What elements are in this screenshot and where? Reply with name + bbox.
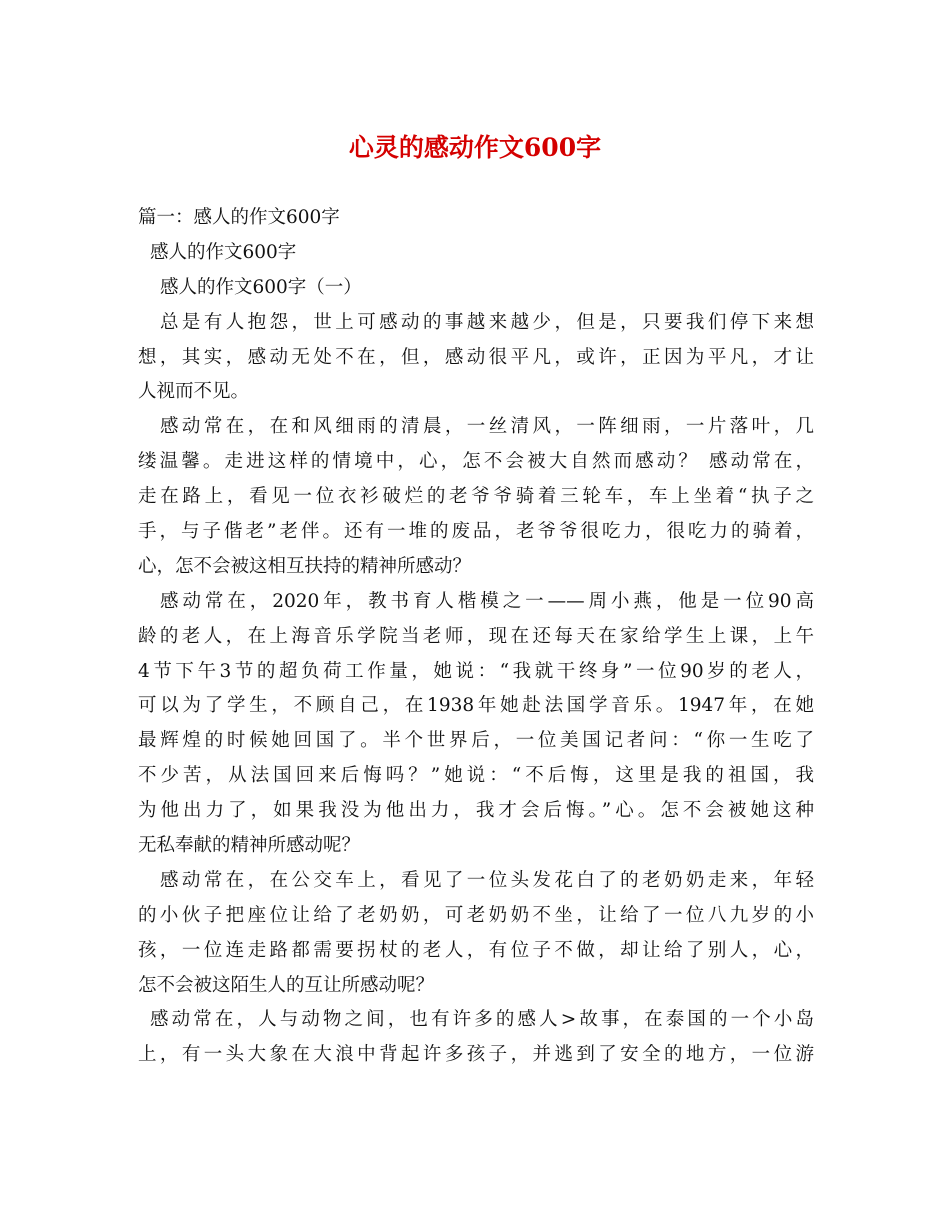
document-title: 心灵的感动作文600字	[348, 133, 602, 162]
text-line: 感人的作文600字	[150, 241, 297, 263]
text-line: 手，与子偕老”老伴。还有一堆的废品，老爷爷很吃力，很吃力的骑着，	[138, 521, 814, 543]
text-line: 最辉煌的时候她回国了。半个世界后，一位美国记者问：“你一生吃了	[138, 730, 814, 752]
text-line: 缕温馨。走进这样的情境中，心，怎不会被大自然而感动？ 感动常在，	[138, 451, 814, 473]
text-line: 走在路上，看见一位衣衫破烂的老爷爷骑着三轮车，车上坐着“执子之	[138, 486, 814, 508]
text-line: 感动常在，2020年，教书育人楷模之一——周小燕，他是一位90高	[160, 590, 814, 612]
text-line: 不少苦，从法国回来后悔吗？”她说：“不后悔，这里是我的祖国，我	[138, 765, 814, 787]
text-line: 可以为了学生，不顾自己，在1938年她赴法国学音乐。1947年，在她	[138, 695, 814, 717]
text-line: 感人的作文600字（一）	[160, 276, 362, 298]
text-line: 总是有人抱怨，世上可感动的事越来越少，但是，只要我们停下来想	[160, 311, 814, 333]
text-line: 4节下午3节的超负荷工作量，她说：“我就干终身”一位90岁的老人，	[138, 660, 814, 682]
text-line: 的小伙子把座位让给了老奶奶，可老奶奶不坐，让给了一位八九岁的小	[138, 904, 814, 926]
text-line: 想，其实，感动无处不在，但，感动很平凡，或许，正因为平凡，才让	[138, 346, 814, 368]
text-line: 感动常在，在和风细雨的清晨，一丝清风，一阵细雨，一片落叶，几	[160, 416, 814, 438]
text-line: 上，有一头大象在大浪中背起许多孩子，并逃到了安全的地方，一位游	[138, 1044, 814, 1066]
document-body	[138, 201, 814, 1073]
text-line: 怎不会被这陌生人的互让所感动呢？	[138, 974, 435, 996]
text-line: 心，怎不会被这相互扶持的精神所感动？	[138, 555, 472, 577]
text-line: 无私奉献的精神所感动呢？	[138, 835, 361, 857]
text-line: 感动常在，人与动物之间，也有许多的感人>故事，在泰国的一个小岛	[150, 1009, 814, 1031]
text-line: 孩，一位连走路都需要拐杖的老人，有位子不做，却让给了别人，心，	[138, 939, 814, 961]
text-line: 龄的老人，在上海音乐学院当老师，现在还每天在家给学生上课，上午	[138, 625, 814, 647]
text-line: 为他出力了，如果我没为他出力，我才会后悔。”心。怎不会被她这种	[138, 800, 814, 822]
text-line: 人视而不见。	[138, 381, 250, 403]
text-line: 感动常在，在公交车上，看见了一位头发花白了的老奶奶走来，年轻	[160, 869, 814, 891]
text-line: 篇一：感人的作文600字	[138, 207, 340, 228]
